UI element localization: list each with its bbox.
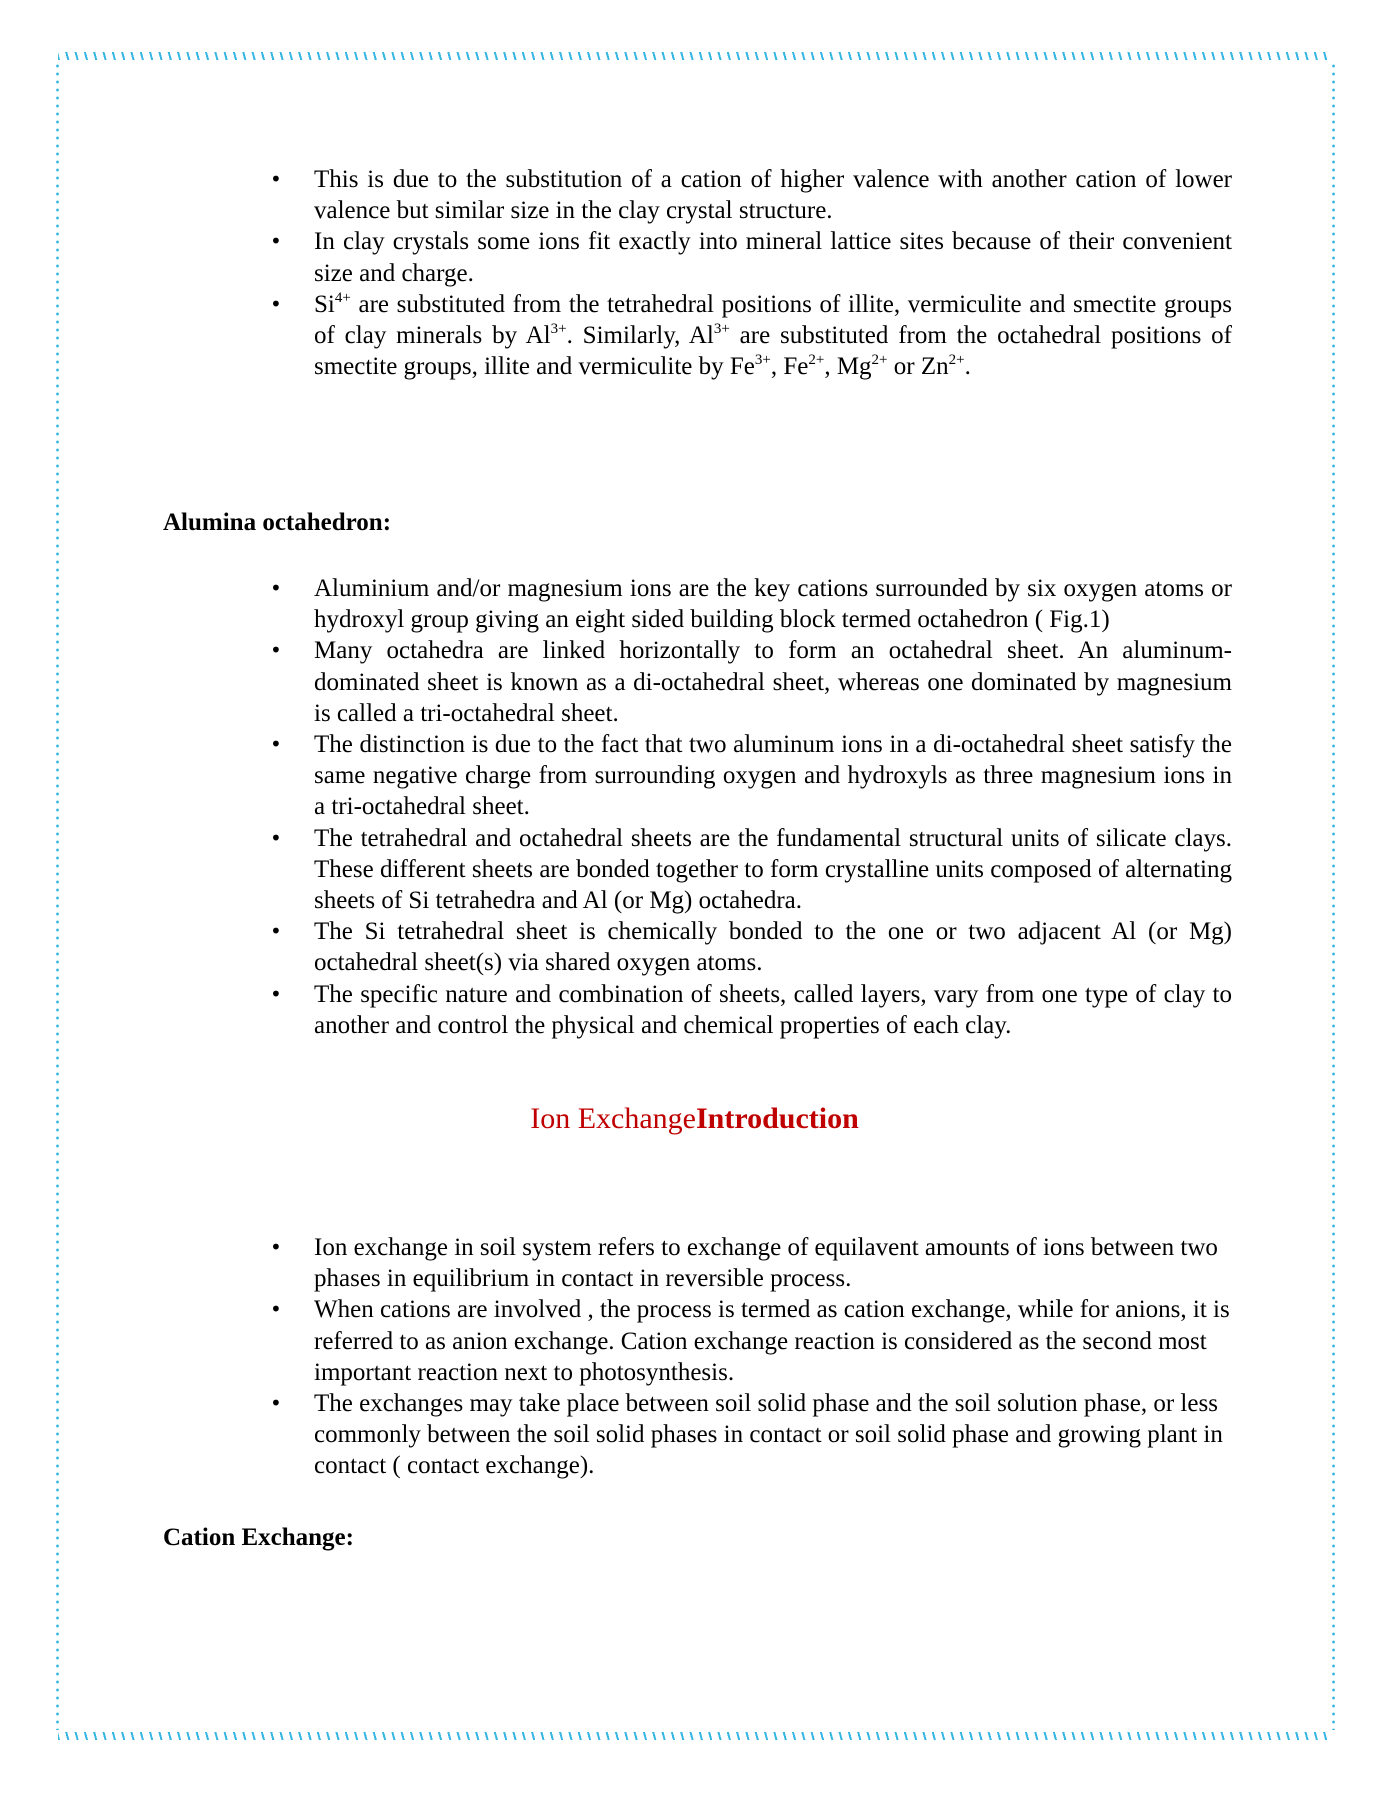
- ion-exchange-title: Ion ExchangeIntroduction: [530, 1102, 859, 1135]
- list-item: • Many octahedra are linked horizontally to form an octahedral sheet. An aluminum-dominated sheet is known as a di-octahedral sheet, whereas one dominated by magnesium is called a tri-octahedral sheet.: [270, 635, 1232, 729]
- list-item: • Ion exchange in soil system refers to exchange of equilavent amounts of ions between two phases in equilibrium in contact in reversible process.: [270, 1232, 1232, 1294]
- border-left-decoration: [56, 62, 59, 1730]
- list-item: • In clay crystals some ions fit exactly into mineral lattice sites because of their convenient size and charge.: [270, 226, 1232, 288]
- list-item: • The Si tetrahedral sheet is chemically bonded to the one or two adjacent Al (or Mg) octahedral sheet(s) via shared oxygen atoms.: [270, 916, 1232, 978]
- ion-exchange-bullet-list: [270, 1232, 1232, 1482]
- alumina-octahedron-heading: Alumina octahedron:: [163, 509, 392, 536]
- list-item: • When cations are involved , the process is termed as cation exchange, while for anions, it is referred to as anion exchange. Cation exchange reaction is considered as the second most important reaction next to photosynthesis.: [270, 1294, 1232, 1388]
- list-item: • Aluminium and/or magnesium ions are the key cations surrounded by six oxygen atoms or hydroxyl group giving an eight sided building block termed octahedron ( Fig.1): [270, 573, 1232, 635]
- list-item: • This is due to the substitution of a cation of higher valence with another cation of lower valence but similar size in the clay crystal structure.: [270, 164, 1232, 226]
- border-top-decoration: [58, 52, 1328, 60]
- border-right-decoration: [1332, 62, 1335, 1730]
- list-item: • The specific nature and combination of sheets, called layers, vary from one type of clay to another and control the physical and chemical properties of each clay.: [270, 979, 1232, 1041]
- list-item-substitution-ions: • $Si^{4+}$ are substituted from the tetrahedral positions of illite, vermiculite and smectite groups of clay minerals by $Al^{3+}$. Similarly, $Al^{3+}$ are substituted from the octahedral positions of smectite groups, illite and vermiculite by $Fe^{3+}$, $Fe^{2+}$, $Mg^{2+}$ or $Zn^{2+}$.: [270, 289, 1232, 383]
- list-item: • The tetrahedral and octahedral sheets are the fundamental structural units of silicate clays. These different sheets are bonded together to form crystalline units composed of alternating sheets of Si tetrahedra and Al (or Mg) octahedra.: [270, 823, 1232, 917]
- list-item: • The distinction is due to the fact that two aluminum ions in a di-octahedral sheet satisfy the same negative charge from surrounding oxygen and hydroxyls as three magnesium ions in a tri-octahedral sheet.: [270, 729, 1232, 823]
- border-bottom-decoration: [58, 1732, 1328, 1740]
- substitution-bullet-list: [270, 164, 1232, 382]
- list-item: • The exchanges may take place between soil solid phase and the soil solution phase, or less commonly between the soil solid phases in contact or soil solid phase and growing plant in contact ( contact exchange).: [270, 1388, 1232, 1482]
- alumina-bullet-list: [270, 573, 1232, 1041]
- cation-exchange-heading: Cation Exchange:: [163, 1524, 354, 1551]
